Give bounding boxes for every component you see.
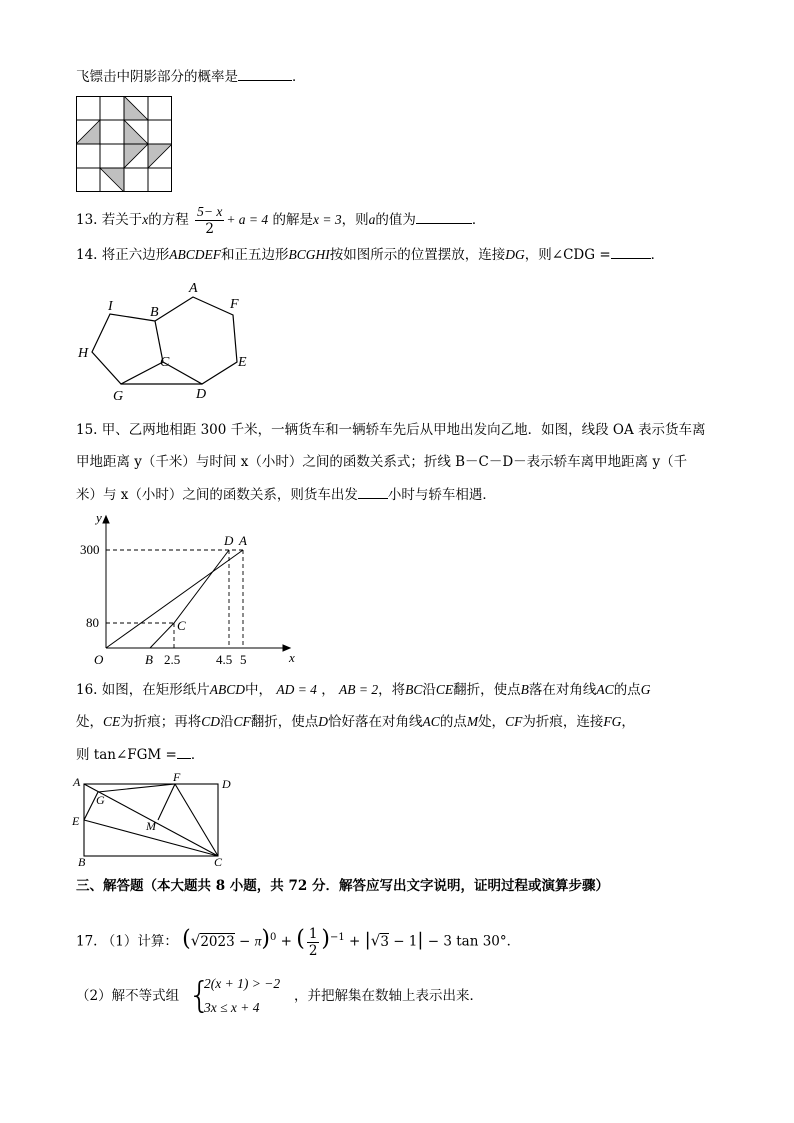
label-A: A [239, 533, 247, 548]
section-heading: 三、解答题（本大题共 8 小题，共 72 分．解答应写出文字说明，证明过程或演算步骤） [76, 878, 609, 894]
answer-blank [611, 244, 651, 259]
question-16-line2: 处，CE为折痕；再将CD沿CF翻折，使点D恰好落在对角线AC的点M处，CF为折痕，连接FG， [76, 714, 635, 730]
question-14: 14. 将正六边形ABCDEF和正五边形BCGHI按如图所示的位置摆放，连接DG，则∠CDG = ． [76, 244, 664, 265]
brace: { [188, 975, 211, 1016]
tick-2.5: 2.5 [164, 652, 181, 667]
label-C: C [214, 855, 223, 869]
tick-300: 300 [80, 542, 100, 557]
label-D: D [196, 387, 207, 402]
question-15-line2: 甲地距离 y（千米）与时间 x（小时）之间的函数关系式；折线 B－C－D－表示轿车离甲地距离 y（千 [76, 454, 688, 470]
question-16-line3: 则 tan∠FGM = ． [76, 744, 204, 765]
question-16-line1: 16. 如图，在矩形纸片ABCD中， AD = 4 ， AB = 2，将BC沿CE翻折，使点B落在对角线AC的点G [76, 682, 651, 698]
label-D: D [224, 533, 234, 548]
q12-tail: 飞镖击中阴影部分的概率是 ． [76, 66, 306, 87]
label-C: C [177, 618, 186, 633]
tick-5: 5 [240, 652, 247, 667]
label-I: I [108, 299, 113, 314]
shaded-triangle [148, 144, 172, 168]
answer-blank [416, 209, 472, 224]
label-G: G [113, 389, 124, 404]
answer-blank [177, 744, 191, 759]
label-A: A [73, 775, 81, 789]
label-F: F [230, 297, 239, 312]
label-G: G [96, 793, 105, 807]
shaded-triangle [124, 144, 148, 168]
label-E: E [72, 814, 80, 828]
label-C: C [160, 355, 170, 370]
fraction: $\frac{5- x}{2}$ [197, 204, 223, 237]
answer-blank [358, 484, 388, 499]
label-F: F [173, 770, 181, 784]
label-A: A [189, 281, 198, 296]
shaded-triangle [100, 168, 124, 192]
axis-x-label: x [289, 650, 295, 665]
label-M: M [146, 819, 156, 833]
question-15-line1: 15. 甲、乙两地相距 300 千米，一辆货车和一辆轿车先后从甲地出发向乙地．如图，线段 OA 表示货车离 [76, 422, 706, 438]
question-17-part1: 17. （1）计算： $(√2023 - \pi)^0$ + ( $\frac{1}{2}$ )$^{-1}$ + |√3 − 1| − 3 tan 30°． [76, 925, 521, 959]
question-15-line3: 米）与 x（小时）之间的函数关系，则货车出发 小时与轿车相遇． [76, 484, 496, 505]
label-B: B [145, 652, 153, 667]
shaded-triangle [124, 120, 148, 144]
label-E: E [238, 355, 247, 370]
label-B: B [150, 305, 159, 320]
label-H: H [78, 346, 89, 361]
answer-blank [238, 66, 292, 81]
tick-4.5: 4.5 [216, 652, 233, 667]
label-D: D [222, 777, 231, 791]
distance-time-graph [76, 508, 306, 668]
shaded-triangle [76, 120, 100, 144]
axis-y-label: y [96, 510, 102, 525]
fraction-half: $\frac{1}{2}$ [308, 925, 318, 959]
dartboard-grid-figure [76, 96, 172, 192]
hexagon-pentagon-figure [70, 278, 260, 404]
label-O: O [94, 652, 104, 667]
rectangle-fold-figure [70, 770, 240, 870]
shaded-triangle [124, 96, 148, 120]
tick-80: 80 [86, 615, 99, 630]
label-B: B [78, 855, 86, 869]
question-13: 13. 若关于x的方程 $\frac{5- x}{2}$ + a = 4 的解是x = 3，则a的值为 ． [76, 204, 486, 237]
